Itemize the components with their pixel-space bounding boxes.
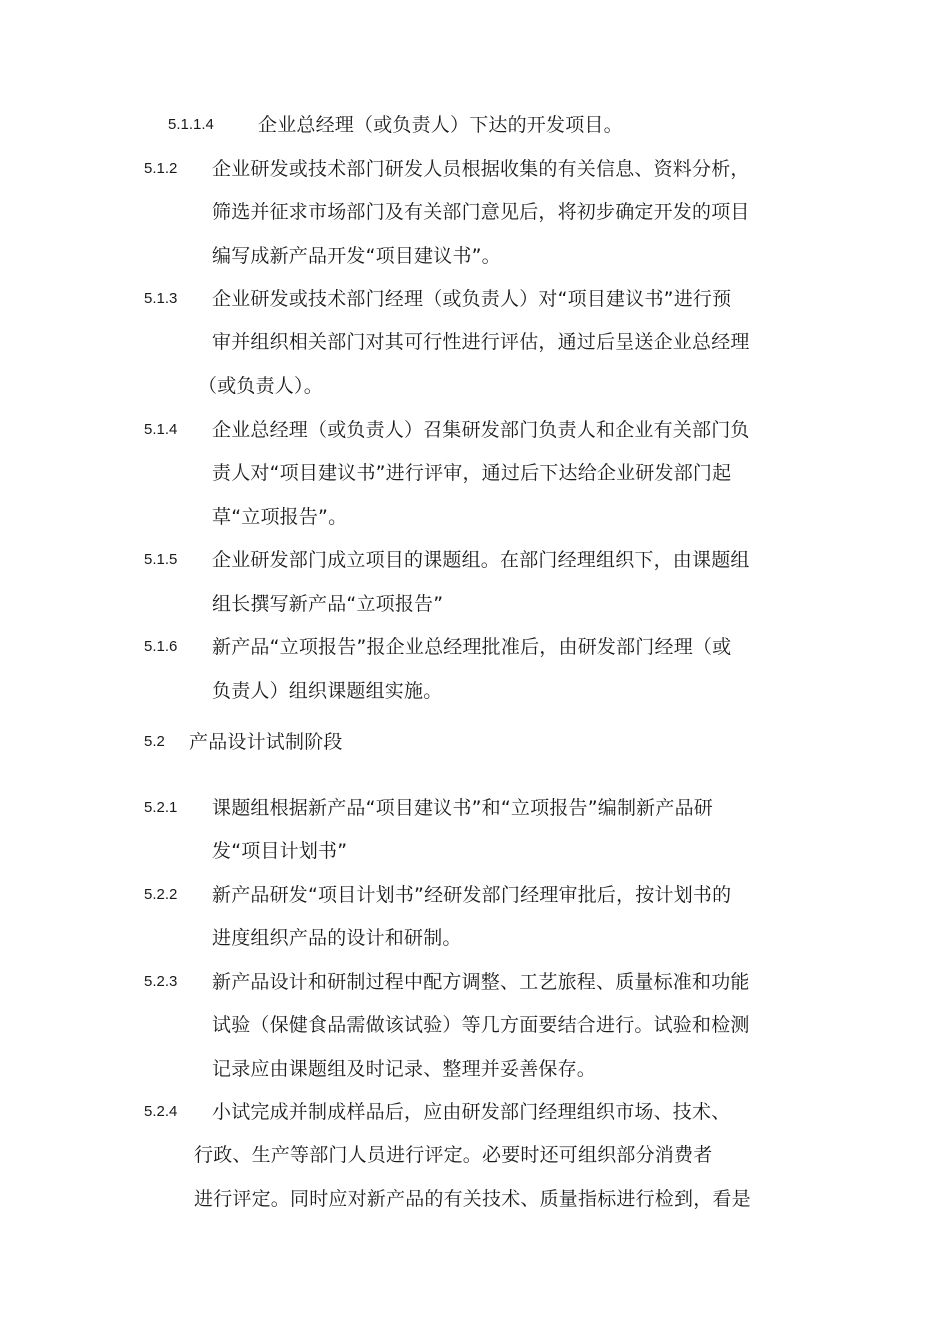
clause-5-2-3 <box>0 967 950 997</box>
clause-text-line: 企业总经理（或负责人）召集研发部门负责人和企业有关部门负 <box>212 419 750 441</box>
clause-text-line: （或负责人）。 <box>198 375 323 397</box>
clause-number: 5.1.1.4 <box>168 116 214 133</box>
clause-continuation <box>0 371 950 401</box>
clause-text-line: 草“立项报告”。 <box>212 506 348 528</box>
clause-text-line: 进行评定。同时应对新产品的有关技术、质量指标进行检到，看是 <box>194 1188 751 1210</box>
clause-text-line: 试验（保健食品需做该试验）等几方面要结合进行。试验和检测 <box>212 1014 750 1036</box>
clause-continuation <box>0 836 950 866</box>
clause-5-1-4 <box>0 415 950 445</box>
clause-5-1-3 <box>0 284 950 314</box>
clause-continuation <box>0 327 950 357</box>
section-number: 5.2 <box>144 733 165 750</box>
clause-text-line: 编写成新产品开发“项目建议书”。 <box>212 245 501 267</box>
clause-text-line: 责人对“项目建议书”进行评审，通过后下达给企业研发部门起 <box>212 462 732 484</box>
clause-text-line: 行政、生产等部门人员进行评定。必要时还可组织部分消费者 <box>194 1144 713 1166</box>
clause-text-line: 新产品“立项报告”报企业总经理批准后，由研发部门经理（或 <box>212 636 732 658</box>
clause-number: 5.1.4 <box>144 421 178 438</box>
clause-number: 5.1.3 <box>144 290 178 307</box>
clause-5-1-6 <box>0 632 950 662</box>
clause-5-1-1-4 <box>0 110 950 140</box>
clause-text-line: 进度组织产品的设计和研制。 <box>212 927 462 949</box>
clause-5-2-1 <box>0 793 950 823</box>
clause-text-line: 企业研发或技术部门研发人员根据收集的有关信息、资料分析， <box>212 158 750 180</box>
section-title: 产品设计试制阶段 <box>189 731 343 753</box>
clause-number: 5.2.3 <box>144 973 178 990</box>
clause-number: 5.2.1 <box>144 799 178 816</box>
clause-number: 5.1.6 <box>144 638 178 655</box>
clause-5-1-5 <box>0 545 950 575</box>
clause-continuation <box>0 241 950 271</box>
clause-text-line: 新产品设计和研制过程中配方调整、工艺旅程、质量标准和功能 <box>212 971 750 993</box>
clause-5-2-2 <box>0 880 950 910</box>
section-heading-5-2 <box>0 727 950 757</box>
clause-continuation <box>0 502 950 532</box>
clause-text-line: 记录应由课题组及时记录、整理并妥善保存。 <box>212 1058 597 1080</box>
clause-text-line: 组长撰写新产品“立项报告” <box>212 593 444 615</box>
clause-number: 5.1.2 <box>144 160 178 177</box>
clause-5-1-2 <box>0 154 950 184</box>
clause-number: 5.1.5 <box>144 551 178 568</box>
clause-continuation <box>0 589 950 619</box>
clause-text-line: 企业研发或技术部门经理（或负责人）对“项目建议书”进行预 <box>212 288 732 310</box>
clause-number: 5.2.2 <box>144 886 178 903</box>
clause-continuation <box>0 458 950 488</box>
clause-continuation <box>0 1054 950 1084</box>
clause-continuation <box>0 1010 950 1040</box>
clause-text-line: 筛选并征求市场部门及有关部门意见后，将初步确定开发的项目 <box>212 201 750 223</box>
clause-continuation <box>0 1140 950 1170</box>
clause-continuation <box>0 1184 950 1214</box>
clause-text-line: 小试完成并制成样品后，应由研发部门经理组织市场、技术、 <box>212 1101 731 1123</box>
clause-text-line: 审并组织相关部门对其可行性进行评估，通过后呈送企业总经理 <box>212 331 750 353</box>
clause-text-line: 课题组根据新产品“项目建议书”和“立项报告”编制新产品研 <box>212 797 713 819</box>
clause-number: 5.2.4 <box>144 1103 178 1120</box>
clause-continuation <box>0 923 950 953</box>
clause-text-line: 企业研发部门成立项目的课题组。在部门经理组织下，由课题组 <box>212 549 750 571</box>
clause-5-2-4 <box>0 1097 950 1127</box>
clause-text-line: 负责人）组织课题组实施。 <box>212 680 443 702</box>
clause-text-line: 发“项目计划书” <box>212 840 348 862</box>
clause-text-line: 企业总经理（或负责人）下达的开发项目。 <box>258 114 623 136</box>
clause-text-line: 新产品研发“项目计划书”经研发部门经理审批后，按计划书的 <box>212 884 732 906</box>
clause-continuation <box>0 676 950 706</box>
clause-continuation <box>0 197 950 227</box>
